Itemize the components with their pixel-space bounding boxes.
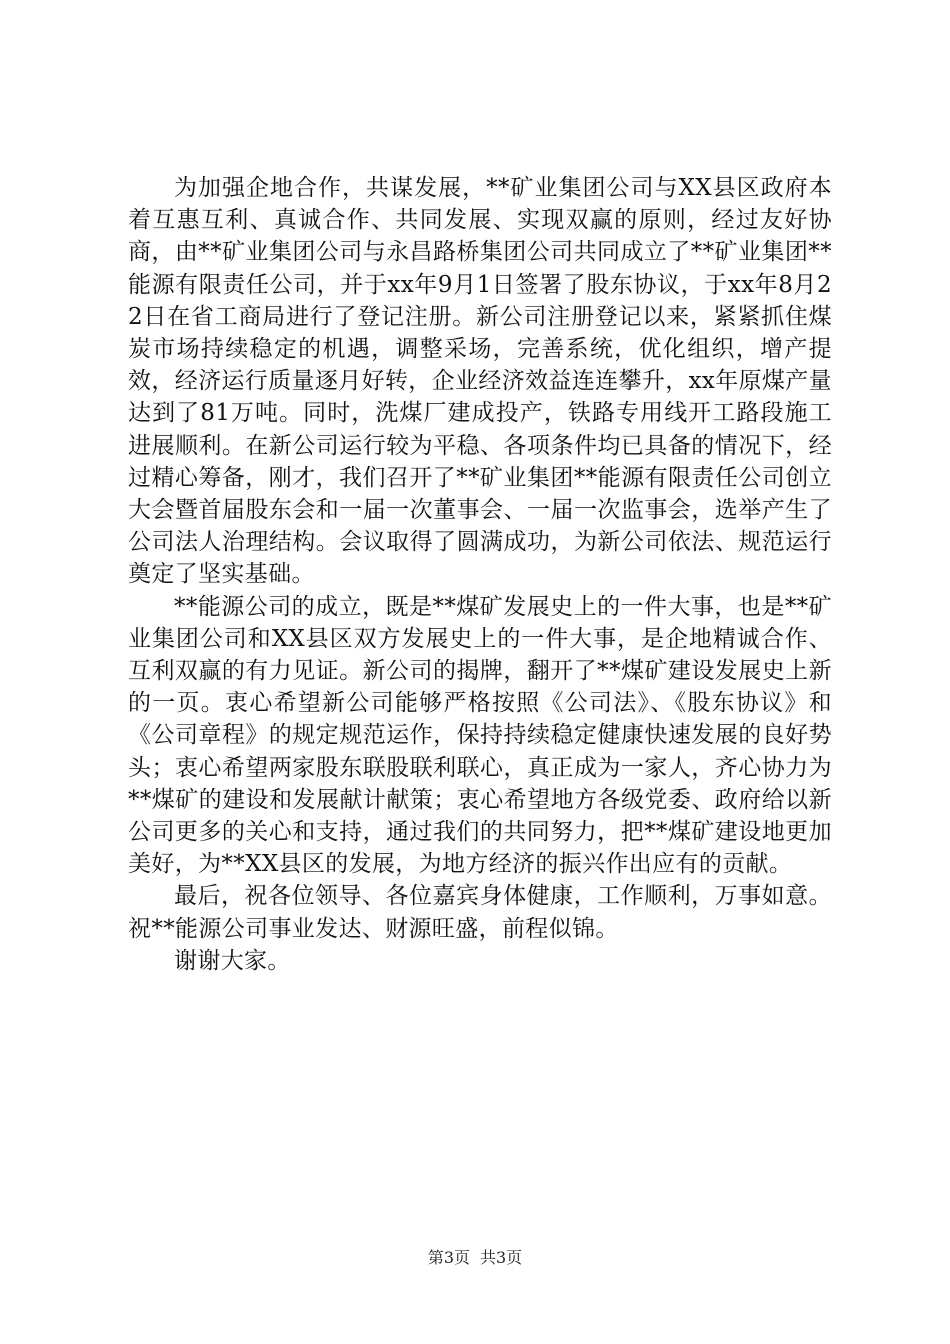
document-body xyxy=(128,172,832,977)
paragraph-intro: 为加强企地合作，共谋发展，**矿业集团公司与XX县区政府本着互惠互利、真诚合作、共同发展、实现双赢的原则，经过友好协商，由**矿业集团公司与永昌路桥集团公司共同成立了**矿业集团**能源有限责任公司，并于xx年9月1日签署了股东协议，于xx年8月22日在省工商局进行了登记注册。新公司注册登记以来，紧紧抓住煤炭市场持续稳定的机遇，调整采场，完善系统，优化组织，增产提效，经济运行质量逐月好转，企业经济效益连连攀升，xx年原煤产量达到了81万吨。同时，洗煤厂建成投产，铁路专用线开工路段施工进展顺利。在新公司运行较为平稳、各项条件均已具备的情况下，经过精心筹备，刚才，我们召开了**矿业集团**能源有限责任公司创立大会暨首届股东会和一届一次董事会、一届一次监事会，选举产生了公司法人治理结构。会议取得了圆满成功，为新公司依法、规范运行奠定了坚实基础。 xyxy=(128,175,832,588)
page-number-current: 第3页 xyxy=(427,1248,470,1267)
paragraph-thanks: 谢谢大家。 xyxy=(174,947,291,974)
page-number-total: 共3页 xyxy=(480,1248,523,1267)
page-footer xyxy=(0,1248,950,1268)
paragraph-closing-wishes: 最后，祝各位领导、各位嘉宾身体健康，工作顺利，万事如意。祝**能源公司事业发达、财源旺盛，前程似锦。 xyxy=(128,883,832,942)
paragraph-significance: **能源公司的成立，既是**煤矿发展史上的一件大事，也是**矿业集团公司和XX县区双方发展史上的一件大事，是企地精诚合作、互利双赢的有力见证。新公司的揭牌，翻开了**煤矿建设发展史上新的一页。衷心希望新公司能够严格按照《公司法》、《股东协议》和《公司章程》的规定规范运作，保持持续稳定健康快速发展的良好势头；衷心希望两家股东联股联利联心，真正成为一家人，齐心协力为**煤矿的建设和发展献计献策；衷心希望地方各级党委、政府给以新公司更多的关心和支持，通过我们的共同努力，把**煤矿建设地更加美好，为**XX县区的发展，为地方经济的振兴作出应有的贡献。 xyxy=(128,593,832,878)
